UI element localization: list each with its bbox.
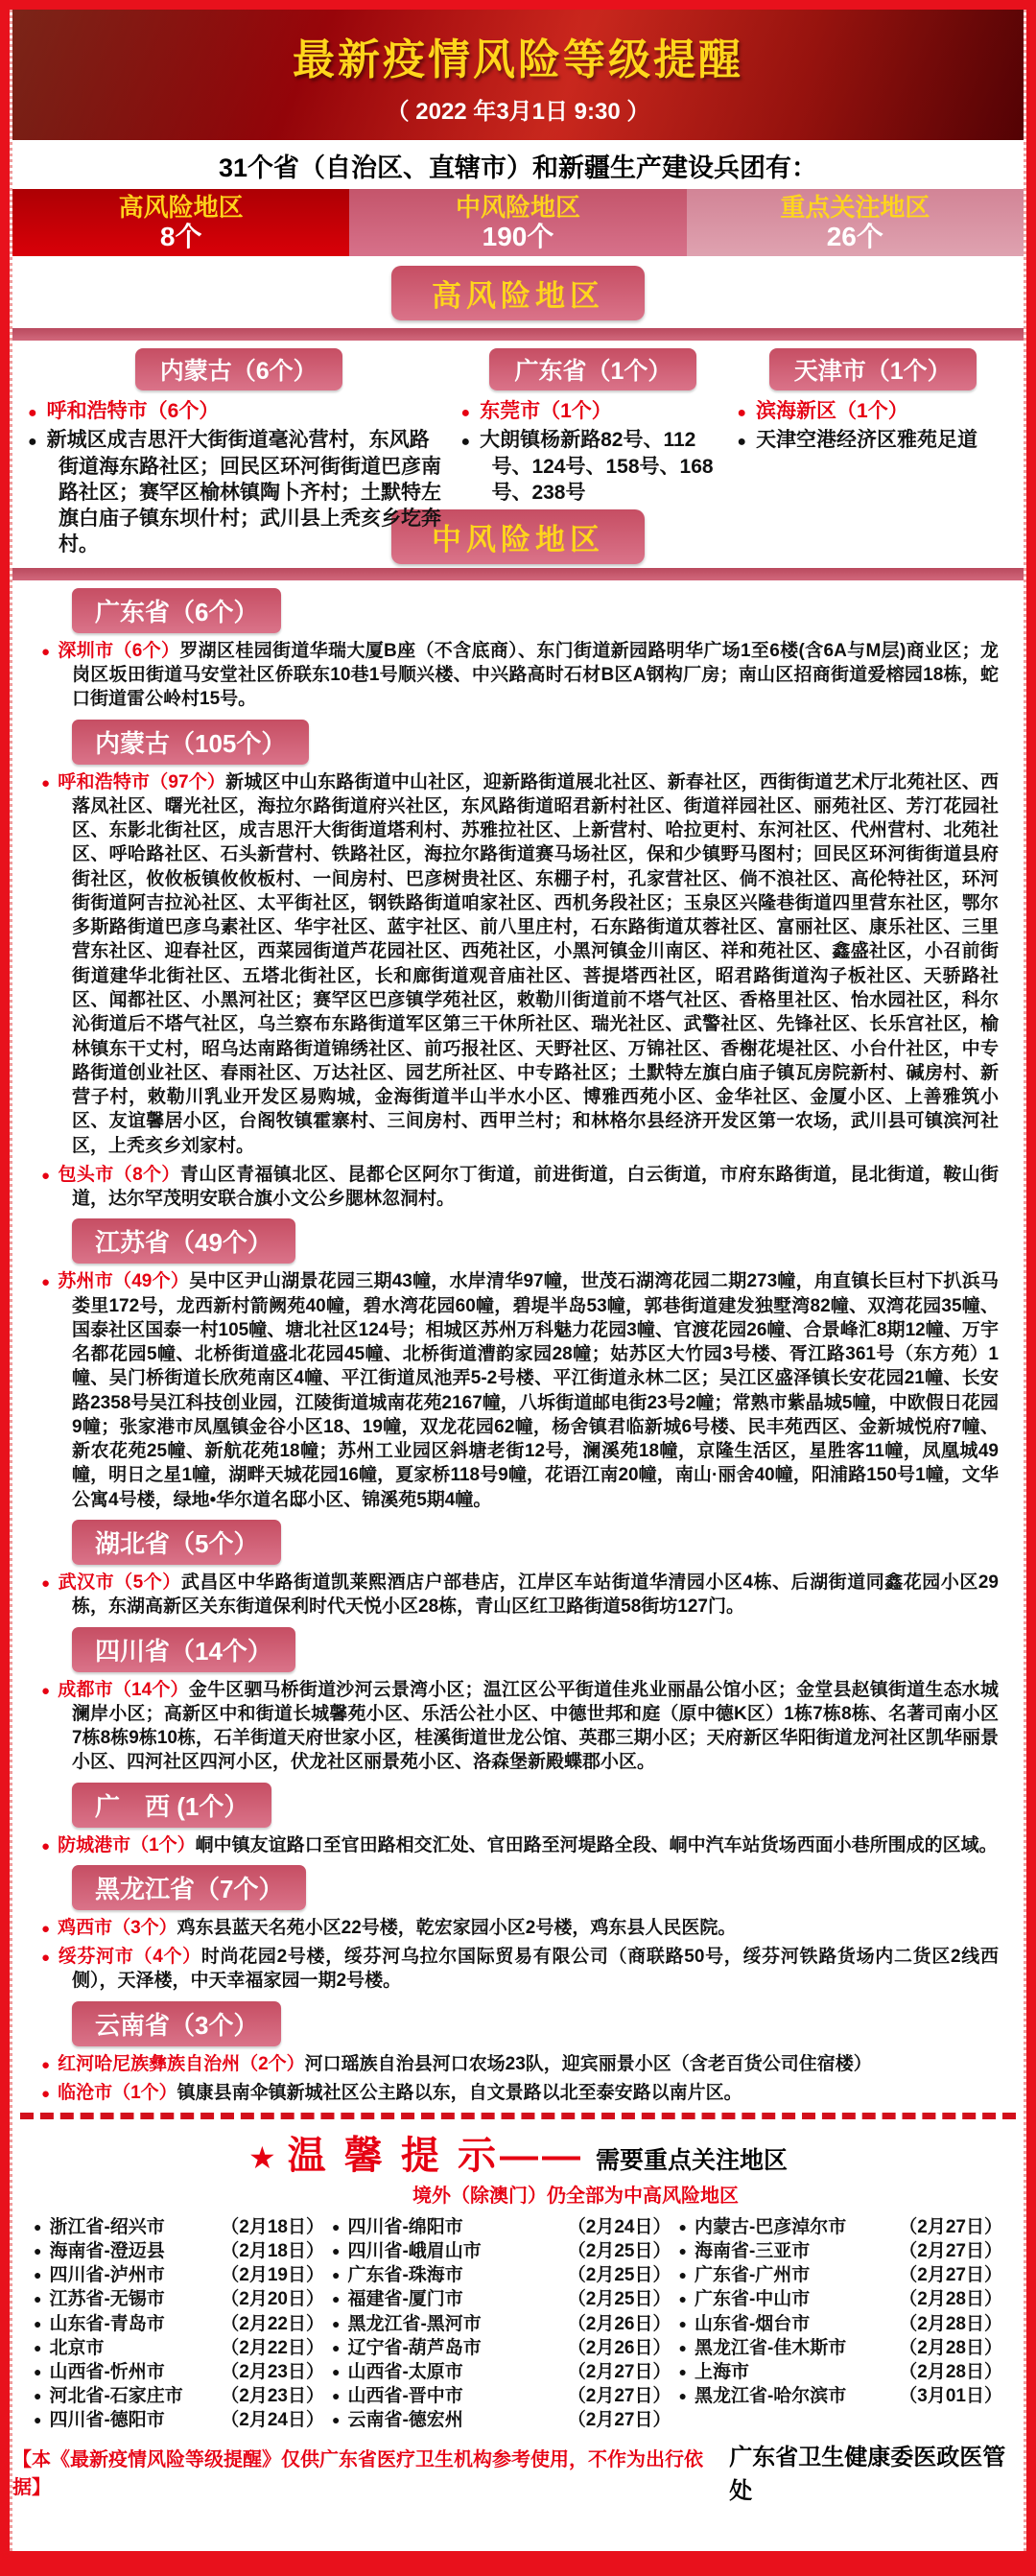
tip-item (332, 2384, 671, 2408)
risk-stat-box (349, 189, 686, 256)
mid-risk-section (12, 588, 1024, 2105)
city-detail-paragraph (41, 1163, 999, 1212)
tip-region: 山东省-青岛市 (49, 2313, 165, 2334)
tips-columns (12, 2215, 1024, 2432)
province-badge: 黑龙江省（7个） (72, 1865, 306, 1910)
detail-text: 河口瑶族自治县河口农场23队，迎宾丽景小区（含老百货公司住宿楼） (304, 2053, 872, 2074)
black-bullet-icon: ● (332, 2243, 341, 2259)
tip-date: （2月27日） (567, 2385, 671, 2406)
tip-item (34, 2287, 324, 2311)
black-bullet-icon: ● (678, 2243, 687, 2259)
tip-region: 山西省-忻州市 (49, 2361, 165, 2382)
risk-stat-count: 8个 (159, 221, 202, 251)
city-line (460, 398, 725, 424)
tips-column (34, 2215, 324, 2432)
mid-risk-province-block (12, 1218, 1024, 1512)
red-bullet-icon: ● (41, 1950, 51, 1967)
tip-item (34, 2336, 324, 2360)
tip-item (34, 2384, 324, 2408)
black-bullet-icon: ● (678, 2387, 687, 2403)
tip-item (679, 2215, 1003, 2239)
red-bullet-icon: ● (41, 774, 51, 792)
tip-region: 福建省-厦门市 (347, 2289, 463, 2310)
risk-stat-box (687, 189, 1024, 256)
risk-stats-row (12, 189, 1024, 256)
header-banner (12, 10, 1024, 140)
tip-item (332, 2312, 671, 2336)
tip-date: （3月01日） (899, 2385, 1002, 2406)
black-bullet-icon: ● (332, 2411, 341, 2427)
black-bullet-icon: ● (34, 2339, 42, 2355)
tip-region: 四川省-峨眉山市 (347, 2241, 482, 2262)
detail-line (28, 427, 449, 557)
tip-region: 山东省-烟台市 (694, 2313, 811, 2334)
black-bullet-icon: ● (34, 2315, 42, 2331)
detail-text: 天津空港经济区雅苑足道 (756, 429, 978, 452)
tip-date: （2月18日） (221, 2241, 324, 2262)
black-bullet-icon: ● (34, 2267, 42, 2283)
detail-text: 鸡东县蓝天名苑小区22号楼，乾宏家园小区2号楼，鸡东县人民医院。 (177, 1917, 737, 1938)
high-risk-section-badge: 高风险地区 (391, 266, 645, 320)
black-bullet-icon: ● (460, 434, 471, 451)
tips-title-line (12, 2125, 1024, 2180)
tip-region: 黑龙江省-黑河市 (347, 2313, 482, 2334)
city-name: 武汉市（5个） (58, 1572, 181, 1594)
star-icon: ★ (247, 2140, 276, 2176)
tip-date: （2月23日） (221, 2385, 324, 2406)
tip-item (679, 2384, 1003, 2408)
black-bullet-icon: ● (332, 2339, 341, 2355)
black-bullet-icon: ● (678, 2291, 687, 2307)
tip-region: 山西省-太原市 (347, 2361, 463, 2382)
black-bullet-icon: ● (737, 434, 747, 451)
mid-risk-province-block (12, 588, 1024, 712)
announce-line: 31个省（自治区、直辖市）和新疆生产建设兵团有： (218, 154, 818, 182)
city-name: 包头市（8个） (58, 1164, 180, 1185)
detail-text: 新城区成吉思汗大街街道毫沁营村，东风路街道海东路社区；回民区环河街街道巴彦南路社区；赛罕区榆林镇陶卜齐村；土默特左旗白庙子镇东坝什村；武川县上秃亥乡圪奔村。 (46, 429, 441, 556)
tips-column (332, 2215, 671, 2432)
red-bullet-icon: ● (41, 1575, 51, 1593)
tip-region: 上海市 (694, 2361, 749, 2382)
mid-risk-province-block (12, 1520, 1024, 1619)
tip-date: （2月23日） (221, 2361, 324, 2382)
tip-item (679, 2336, 1003, 2360)
city-detail-paragraph (41, 2081, 999, 2105)
mid-risk-province-block (12, 1627, 1024, 1775)
high-risk-province-column (737, 348, 1008, 561)
detail-text: 时尚花园2号楼，绥芬河乌拉尔国际贸易有限公司（商联路50号，绥芬河铁路货场内二货区2线西侧），天泽楼，中天幸福家园一期2号楼。 (72, 1947, 999, 1992)
tip-item (332, 2215, 671, 2239)
red-bullet-icon: ● (41, 2056, 51, 2073)
city-line (28, 398, 449, 424)
tip-item (332, 2360, 671, 2384)
black-bullet-icon: ● (34, 2411, 42, 2427)
tip-region: 四川省-泸州市 (49, 2265, 165, 2286)
tip-date: （2月24日） (221, 2409, 324, 2430)
city-detail-paragraph (41, 2052, 999, 2076)
tip-region: 黑龙江省-佳木斯市 (694, 2337, 847, 2358)
tip-region: 广东省-广州市 (694, 2265, 811, 2286)
mid-risk-province-block (12, 720, 1024, 1212)
province-badge: 四川省（14个） (72, 1627, 295, 1672)
tip-item (34, 2312, 324, 2336)
tip-region: 广东省-中山市 (694, 2289, 811, 2310)
tip-item (679, 2263, 1003, 2287)
tip-item (34, 2215, 324, 2239)
tip-item (679, 2360, 1003, 2384)
tip-item (679, 2312, 1003, 2336)
black-bullet-icon: ● (34, 2243, 42, 2259)
black-bullet-icon: ● (332, 2363, 341, 2379)
tip-date: （2月18日） (221, 2217, 324, 2238)
mid-risk-section-badge: 中风险地区 (391, 509, 645, 564)
tip-date: （2月22日） (221, 2313, 324, 2334)
black-bullet-icon: ● (34, 2363, 42, 2379)
mid-risk-province-block (12, 1865, 1024, 1994)
tip-date: （2月19日） (221, 2265, 324, 2286)
black-bullet-icon: ● (678, 2267, 687, 2283)
city-name: 临沧市（1个） (58, 2082, 177, 2103)
tip-date: （2月28日） (899, 2361, 1002, 2382)
black-bullet-icon: ● (332, 2291, 341, 2307)
tip-date: （2月26日） (567, 2313, 671, 2334)
tip-region: 广东省-珠海市 (347, 2265, 463, 2286)
tip-date: （2月25日） (567, 2289, 671, 2310)
tips-header (12, 2125, 1024, 2208)
tip-date: （2月25日） (567, 2241, 671, 2262)
tip-region: 山西省-晋中市 (347, 2385, 463, 2406)
province-badge: 内蒙古（105个） (72, 720, 309, 765)
page-title: 最新疫情风险等级提醒 (293, 35, 743, 83)
detail-text: 金牛区驷马桥街道沙河云景湾小区；温江区公平街道佳兆业丽晶公馆小区；金堂县赵镇街道生态水城澜岸小区；高新区中和街道长城馨苑小区、乐活公社小区、中德世邦和庭（原中德K区）1栋7栋8栋、名著司南小区7栋8栋9栋10栋，石羊街道天府世家小区，桂溪街道世龙公馆、英郡三期小区；天府新区华阳街道龙河社区凯华丽景小区、四河社区四河小区，伏龙社区丽景苑小区、洛森堡新殿蝶郡小区。 (72, 1679, 999, 1773)
province-badge: 湖北省（5个） (72, 1520, 281, 1565)
detail-text: 青山区青福镇北区、昆都仑区阿尔丁街道，前进街道，白云街道，市府东路街道，昆北街道，鞍山街道，达尔罕茂明安联合旗小文公乡腮林忽洞村。 (72, 1164, 999, 1210)
black-bullet-icon: ● (332, 2219, 341, 2235)
province-badge: 云南省（3个） (72, 2001, 281, 2046)
black-bullet-icon: ● (34, 2219, 42, 2235)
tip-region: 海南省-三亚市 (694, 2241, 811, 2262)
black-bullet-icon: ● (34, 2387, 42, 2403)
city-detail-paragraph (41, 1916, 999, 1940)
tip-item (34, 2239, 324, 2263)
footer-issuer: 广东省卫生健康委医政医管处 (729, 2444, 1006, 2504)
tip-region: 四川省-德阳市 (49, 2409, 165, 2430)
risk-stat-label: 高风险地区 (118, 192, 244, 222)
risk-stat-label: 中风险地区 (455, 192, 580, 222)
publish-date: （ 2022 年3月1日 9:30 ） (386, 98, 650, 125)
city-detail-paragraph (41, 639, 999, 712)
tip-item (34, 2263, 324, 2287)
tip-item (332, 2336, 671, 2360)
detail-text: 新城区中山东路街道中山社区，迎新路街道展北社区、新春社区，西街街道艺术厅北苑社区、西落凤社区、曙光社区，海拉尔路街道府兴社区，东风路街道昭君新村社区、街道祥园社区、丽苑社区、芳汀花园社区、东影北街社区，成吉思汗大街街道塔利村、苏雅拉社区、上新营村、哈拉更村、东河社区、代州营村、北苑社区、呼哈路社区、石头新营村、铁路社区，海拉尔路街道赛马场社区，保和少镇野马图村；回民区环河街街道县府街社区，攸攸板镇攸攸板村、一间房村、巴彦树贵社区、东棚子村，孔家营社区、倘不浪社区、高伦特社区，环河街街道阿吉拉沁社区、太平街社区，钢铁路街道咱家社区、西机务段社区；玉泉区兴隆巷街道四里营东社区，鄂尔多斯路街道巴彦乌素社区、华宇社区、蓝宇社区、前八里庄村，石东路街道苁蓉社区、富丽社区、康乐社区、三里营东社区、迎春社区，西菜园街道芦花园社区、西苑社区，小黑河镇金川南区、祥和苑社区、鑫盛社区，小召前街街道建华北街社区、五塔北街社区，长和廊街道观音庙社区、菩提塔西社区，昭君路街道沟子板社区、天骄路社区、闻都社区、小黑河社区；赛罕区巴彦镇学苑社区，敕勒川街道前不塔气社区、香格里社区、怡水园社区，科尔沁街道后不塔气社区，乌兰察布东路街道军区第三干休所社区、瑞光社区、武警社区、先锋社区、长乐宫社区，榆林镇东干丈村，昭乌达南路街道锦绣社区、前巧报社区、天野社区、万锦社区、香榭花堤社区、小台什社区，中专路街道创业社区、春雨社区、万达社区、园艺所社区、中专路社区；土默特左旗白庙子镇瓦房院新村、碱房村、新营子村，敕勒川乳业开发区易购城，金海街道半山半水小区、博雅西苑小区、金华社区、金厦小区、上善雅筑小区、友谊馨居小区，台阁牧镇霍寨村、三间房村、西甲兰村；和林格尔县经济开发区第一农场，武川县可镇滨河社区，上秃亥乡刘家村。 (72, 771, 1000, 1156)
detail-text: 吴中区尹山湖景花园三期43幢，水岸清华97幢，世茂石湖湾花园二期273幢，甪直镇长巨村下扒浜马娄里172号，龙西新村箭阙苑40幢，碧水湾花园60幢，碧堤半岛53幢，郭巷街道建发独墅湾82幢、双湾花园35幢、国泰社区国泰一村105幢、塘北社区124号；相城区苏州万科魅力花园3幢、官渡花园26幢、合景峰汇8期12幢、万宇名都花园5幢、北桥街道盛北花园45幢、北桥街道漕韵家园28幢；姑苏区大竹园3号楼、胥江路361号（东方苑）1幢、吴门桥街道长欣苑南区4幢、平江街道凤池弄5-2号楼、平江街道永林二区；吴江区盛泽镇长安花园21幢、长安路2358号吴江科技创业园，江陵街道城南花苑2167幢，八坼街道邮电街23号2幢；常熟市紫晶城5幢，中欧假日花园9幢；张家港市凤凰镇金谷小区18、19幢，双龙花园62幢，杨舍镇君临新城6号楼、民丰苑西区、金新城悦府7幢、新农花苑25幢、新航花苑18幢；苏州工业园区斜塘老街12号，澜溪苑18幢，京隆生活区，星胜客11幢，凤凰城49幢，明日之星1幢，湖畔天城花园16幢，夏家桥118号9幢，花语江南20幢，南山·丽舍40幢，阳浦路150号1幢，文华公寓4号楼，绿地•华尔道名邸小区、锦溪苑5期4幢。 (72, 1271, 999, 1510)
footer (12, 2438, 1024, 2505)
tip-date: （2月28日） (899, 2313, 1002, 2334)
detail-text: 峒中镇友谊路口至官田路相交汇处、官田路至河堤路全段、峒中汽车站货场西面小巷所围成的区域。 (195, 1834, 998, 1855)
tip-date: （2月27日） (899, 2265, 1002, 2286)
tip-item (332, 2239, 671, 2263)
detail-text: 罗湖区桂园街道华瑞大厦B座（不含底商）、东门街道新园路明华广场1至6楼(含6A与M层)商业区；龙岗区坂田街道马安堂社区侨联东10巷1号顺兴楼、中兴路高时石材B区A钢构厂房；南山区招商街道爱榕园18栋，蛇口街道雷公岭村15号。 (72, 640, 999, 710)
city-name: 呼和浩特市（6个） (46, 400, 220, 422)
risk-stat-count: 26个 (826, 221, 883, 251)
tip-item (679, 2287, 1003, 2311)
tip-date: （2月27日） (899, 2241, 1002, 2262)
red-bullet-icon: ● (41, 1837, 51, 1855)
province-badge: 江苏省（49个） (72, 1218, 295, 1264)
risk-stat-label: 重点关注地区 (780, 192, 930, 222)
black-bullet-icon: ● (34, 2291, 42, 2307)
tip-date: （2月25日） (567, 2265, 671, 2286)
tip-item (332, 2408, 671, 2432)
tip-date: （2月27日） (899, 2217, 1002, 2238)
tip-item (34, 2408, 324, 2432)
tip-date: （2月24日） (567, 2217, 671, 2238)
tip-region: 内蒙古-巴彦淖尔市 (694, 2217, 847, 2238)
tip-date: （2月22日） (221, 2337, 324, 2358)
mid-risk-province-block (12, 1783, 1024, 1857)
black-bullet-icon: ● (28, 434, 37, 451)
city-name: 呼和浩特市（97个） (58, 771, 226, 792)
black-bullet-icon: ● (678, 2219, 687, 2235)
black-bullet-icon: ● (332, 2315, 341, 2331)
city-detail-paragraph (41, 1269, 999, 1512)
red-bullet-icon: ● (28, 405, 37, 421)
red-bullet-icon: ● (41, 2085, 51, 2102)
province-badge: 广东省（6个） (72, 588, 281, 633)
city-line (737, 398, 1008, 424)
high-risk-province-column (28, 348, 449, 561)
city-detail-paragraph (41, 1678, 999, 1775)
tip-region: 云南省-德宏州 (347, 2409, 463, 2430)
divider-bar (12, 568, 1024, 580)
tip-item (34, 2360, 324, 2384)
city-detail-paragraph (41, 1945, 999, 1994)
city-name: 绥芬河市（4个） (58, 1947, 201, 1968)
mid-risk-province-block (12, 2001, 1024, 2106)
tip-region: 四川省-绵阳市 (347, 2217, 463, 2238)
black-bullet-icon: ● (678, 2339, 687, 2355)
detail-line (737, 427, 1008, 453)
province-badge: 内蒙古（6个） (135, 348, 342, 390)
city-name: 东莞市（1个） (480, 400, 612, 422)
tip-region: 海南省-澄迈县 (49, 2241, 165, 2262)
black-bullet-icon: ● (678, 2363, 687, 2379)
red-bullet-icon: ● (41, 1920, 51, 1937)
city-detail-paragraph (41, 770, 999, 1158)
red-bullet-icon: ● (460, 405, 471, 421)
red-bullet-icon: ● (41, 1274, 51, 1291)
city-name: 苏州市（49个） (58, 1271, 190, 1292)
risk-stat-box (12, 189, 349, 256)
detail-text: 大朗镇杨新路82号、112号、124号、158号、168号、238号 (480, 429, 714, 504)
tips-title-suffix: 需要重点关注地区 (596, 2147, 789, 2175)
city-detail-paragraph (41, 1833, 999, 1857)
tip-date: （2月28日） (899, 2337, 1002, 2358)
tip-item (332, 2287, 671, 2311)
detail-text: 武昌区中华路街道凯莱熙酒店户部巷店，江岸区车站街道华清园小区4栋、后湖街道同鑫花园小区29栋，东湖高新区关东街道保利时代天悦小区28栋，青山区红卫路街道58街坊127门。 (72, 1572, 999, 1618)
tip-date: （2月27日） (567, 2409, 671, 2430)
tip-region: 辽宁省-葫芦岛市 (347, 2337, 482, 2358)
poster-inner-frame (10, 10, 1026, 2551)
tips-column (679, 2215, 1003, 2432)
risk-stat-count: 190个 (482, 221, 554, 251)
divider-bar (12, 328, 1024, 341)
province-badge: 天津市（1个） (769, 348, 977, 390)
red-bullet-icon: ● (41, 643, 51, 660)
tip-date: （2月28日） (899, 2289, 1002, 2310)
tip-item (679, 2239, 1003, 2263)
city-name: 成都市（14个） (58, 1679, 189, 1700)
city-name: 防城港市（1个） (58, 1834, 196, 1855)
city-name: 红河哈尼族彝族自治州（2个） (58, 2053, 305, 2074)
red-bullet-icon: ● (737, 405, 747, 421)
city-name: 滨海新区（1个） (756, 400, 908, 422)
tip-date: （2月20日） (221, 2289, 324, 2310)
detail-line (460, 427, 725, 506)
province-badge: 广 西 (1个） (72, 1783, 271, 1828)
tip-region: 黑龙江省-哈尔滨市 (694, 2385, 847, 2406)
tip-region: 江苏省-无锡市 (49, 2289, 165, 2310)
city-detail-paragraph (41, 1571, 999, 1619)
city-name: 深圳市（6个） (58, 640, 180, 661)
footer-disclaimer: 【本《最新疫情风险等级提醒》仅供广东省医疗卫生机构参考使用，不作为出行依据】 (12, 2448, 703, 2498)
tip-region: 北京市 (49, 2337, 105, 2358)
detail-text: 镇康县南伞镇新城社区公主路以东，自文景路以北至泰安路以南片区。 (177, 2082, 742, 2103)
black-bullet-icon: ● (332, 2387, 341, 2403)
tip-region: 浙江省-绍兴市 (49, 2217, 165, 2238)
city-name: 鸡西市（3个） (58, 1917, 177, 1938)
dashed-divider (20, 2113, 1016, 2119)
tip-date: （2月26日） (567, 2337, 671, 2358)
black-bullet-icon: ● (678, 2315, 687, 2331)
tip-item (332, 2263, 671, 2287)
tips-title: 温 馨 提 示—— (287, 2135, 584, 2178)
tips-subtitle: 境外（除澳门）仍全部为中高风险地区 (412, 2186, 739, 2208)
black-bullet-icon: ● (332, 2267, 341, 2283)
tip-date: （2月27日） (567, 2361, 671, 2382)
province-badge: 广东省（1个） (489, 348, 696, 390)
tip-region: 河北省-石家庄市 (49, 2385, 183, 2406)
red-bullet-icon: ● (41, 1167, 51, 1184)
red-bullet-icon: ● (41, 1682, 51, 1699)
